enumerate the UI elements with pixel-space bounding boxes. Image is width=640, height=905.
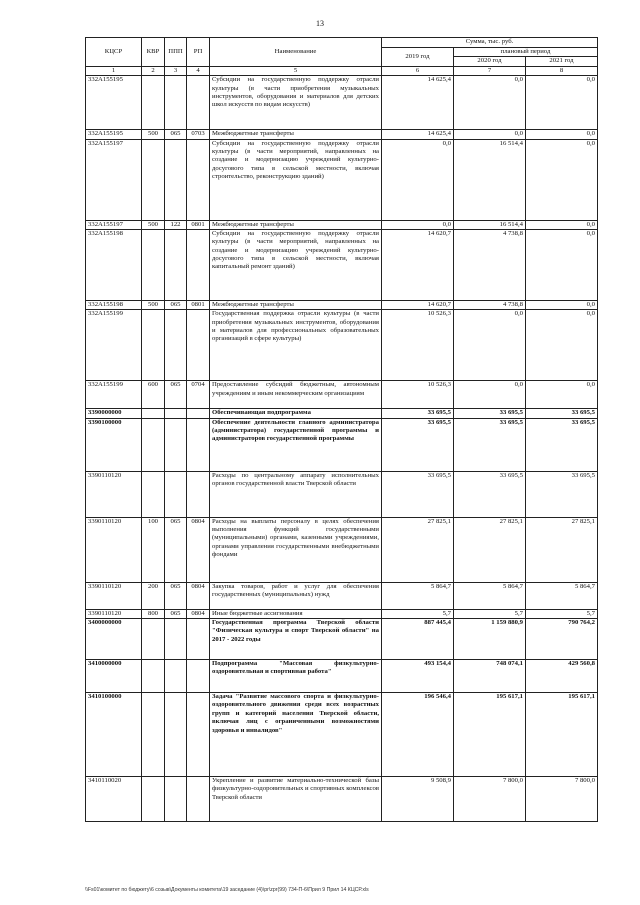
- budget-table: [85, 37, 598, 822]
- value-2021: 33 695,5: [526, 409, 598, 418]
- rp-cell: [187, 418, 210, 471]
- file-path-footer: \\Fs01\комитет по бюджету\6 созыв\Документы комитета\19 заседание (4)\pr\zpr(99) 734-П-6\Прил 9 Прил 14 КЦСР.xls: [85, 887, 369, 893]
- code-cell: 3390100000: [86, 418, 142, 471]
- table-row: [86, 660, 598, 693]
- ppp-cell: 065: [165, 381, 187, 409]
- value-2019: 0,0: [382, 139, 454, 220]
- rp-cell: 0801: [187, 300, 210, 309]
- table-row: [86, 130, 598, 139]
- name-cell: Субсидии на государственную поддержку отрасли культуры (в части мероприятий, направленных на создание и модернизацию учреждений культурно-досугового типа в сельской местности, включая капитальный ремонт зданий): [210, 229, 382, 300]
- col-number: 7: [454, 66, 526, 75]
- value-2020: 33 695,5: [454, 409, 526, 418]
- value-2021: 790 764,2: [526, 619, 598, 660]
- table-row: [86, 609, 598, 618]
- header-ppp: ППП: [165, 38, 187, 67]
- value-2020: 33 695,5: [454, 418, 526, 471]
- kvr-cell: 100: [142, 517, 165, 582]
- name-cell: Закупка товаров, работ и услуг для обеспечения государственных (муниципальных) нужд: [210, 582, 382, 609]
- code-cell: 332A155197: [86, 139, 142, 220]
- value-2021: 33 695,5: [526, 418, 598, 471]
- col-number: 2: [142, 66, 165, 75]
- name-cell: Расходы по центральному аппарату исполнительных органов государственной власти Тверской области: [210, 471, 382, 517]
- name-cell: Субсидии на государственную поддержку отрасли культуры (в части мероприятий, направленных на создание и модернизацию учреждений культурно-досугового типа в сельской местности, включая строительство, реконструкцию зданий): [210, 139, 382, 220]
- rp-cell: 0703: [187, 130, 210, 139]
- ppp-cell: 122: [165, 220, 187, 229]
- value-2020: 0,0: [454, 130, 526, 139]
- kvr-cell: 500: [142, 220, 165, 229]
- code-cell: 332A155198: [86, 300, 142, 309]
- table-row: [86, 471, 598, 517]
- table-row: [86, 220, 598, 229]
- rp-cell: 0804: [187, 582, 210, 609]
- value-2019: 33 695,5: [382, 409, 454, 418]
- value-2020: 0,0: [454, 310, 526, 381]
- header-sum: Сумма, тыс. руб.: [382, 38, 598, 48]
- name-cell: Подпрограмма "Массовая физкультурно-оздоровительная и спортивная работа": [210, 660, 382, 693]
- code-cell: 3410000000: [86, 660, 142, 693]
- rp-cell: 0804: [187, 609, 210, 618]
- value-2020: 5 864,7: [454, 582, 526, 609]
- code-cell: 332A155195: [86, 130, 142, 139]
- code-cell: 332A155197: [86, 220, 142, 229]
- table-row: [86, 418, 598, 471]
- name-cell: Задача "Развитие массового спорта и физкультурно-оздоровительного движения среди всех возрастных групп и категорий населения Тверской области, включая лиц с ограниченными возможностями здоровья и инвалидов": [210, 693, 382, 777]
- value-2021: 0,0: [526, 229, 598, 300]
- kvr-cell: [142, 409, 165, 418]
- value-2019: 14 625,4: [382, 130, 454, 139]
- rp-cell: [187, 310, 210, 381]
- header-kcsr: КЦСР: [86, 38, 142, 67]
- value-2021: 27 825,1: [526, 517, 598, 582]
- value-2020: 27 825,1: [454, 517, 526, 582]
- value-2020: 33 695,5: [454, 471, 526, 517]
- name-cell: Укрепление и развитие материально-технической базы физкультурно-оздоровительных и спортивных комплексов Тверской области: [210, 777, 382, 822]
- kvr-cell: 200: [142, 582, 165, 609]
- value-2019: 9 508,9: [382, 777, 454, 822]
- column-number-row: [86, 66, 598, 75]
- header-2019: 2019 год: [382, 48, 454, 67]
- rp-cell: [187, 693, 210, 777]
- value-2021: 0,0: [526, 130, 598, 139]
- code-cell: 3390110120: [86, 609, 142, 618]
- value-2019: 10 526,3: [382, 310, 454, 381]
- table-row: [86, 76, 598, 130]
- value-2019: 14 625,4: [382, 76, 454, 130]
- kvr-cell: [142, 229, 165, 300]
- ppp-cell: [165, 660, 187, 693]
- value-2020: 16 514,4: [454, 139, 526, 220]
- header-2021: 2021 год: [526, 57, 598, 66]
- code-cell: 332A155199: [86, 381, 142, 409]
- name-cell: Субсидии на государственную поддержку отрасли культуры (в части приобретения музыкальных инструментов, оборудования и материалов для детских школ искусств по видам искусств): [210, 76, 382, 130]
- table-row: [86, 300, 598, 309]
- ppp-cell: [165, 139, 187, 220]
- kvr-cell: [142, 777, 165, 822]
- table-row: [86, 517, 598, 582]
- rp-cell: 0804: [187, 517, 210, 582]
- value-2021: 0,0: [526, 300, 598, 309]
- name-cell: Расходы на выплаты персоналу в целях обеспечения выполнения функций государственными (муниципальными) органами, казенными учреждениями, органами управления государственными внебюджетными фондами: [210, 517, 382, 582]
- ppp-cell: [165, 777, 187, 822]
- name-cell: Обеспечение деятельности главного администратора (администратора) государственной программы и администраторов государственной программы: [210, 418, 382, 471]
- table-row: [86, 777, 598, 822]
- value-2020: 5,7: [454, 609, 526, 618]
- table-row: [86, 619, 598, 660]
- value-2020: 0,0: [454, 381, 526, 409]
- value-2021: 0,0: [526, 310, 598, 381]
- value-2019: 0,0: [382, 220, 454, 229]
- value-2021: 0,0: [526, 381, 598, 409]
- value-2021: 5 864,7: [526, 582, 598, 609]
- name-cell: Государственная программа Тверской области "Физическая культура и спорт Тверской области" на 2017 - 2022 годы: [210, 619, 382, 660]
- ppp-cell: [165, 471, 187, 517]
- value-2019: 10 526,3: [382, 381, 454, 409]
- value-2021: 0,0: [526, 220, 598, 229]
- kvr-cell: 500: [142, 130, 165, 139]
- code-cell: 3390110120: [86, 517, 142, 582]
- value-2019: 887 445,4: [382, 619, 454, 660]
- value-2021: 7 800,0: [526, 777, 598, 822]
- kvr-cell: [142, 471, 165, 517]
- table-row: [86, 139, 598, 220]
- ppp-cell: [165, 229, 187, 300]
- col-number: 3: [165, 66, 187, 75]
- table-row: [86, 693, 598, 777]
- header-kvr: КВР: [142, 38, 165, 67]
- kvr-cell: [142, 619, 165, 660]
- header-planned: плановый период: [454, 48, 598, 57]
- kvr-cell: [142, 139, 165, 220]
- table-row: [86, 381, 598, 409]
- rp-cell: 0704: [187, 381, 210, 409]
- ppp-cell: [165, 693, 187, 777]
- name-cell: Иные бюджетные ассигнования: [210, 609, 382, 618]
- value-2019: 493 154,4: [382, 660, 454, 693]
- value-2019: 5,7: [382, 609, 454, 618]
- rp-cell: [187, 229, 210, 300]
- ppp-cell: 065: [165, 609, 187, 618]
- value-2020: 7 800,0: [454, 777, 526, 822]
- name-cell: Межбюджетные трансферты: [210, 220, 382, 229]
- code-cell: 3390110120: [86, 582, 142, 609]
- kvr-cell: [142, 418, 165, 471]
- ppp-cell: [165, 409, 187, 418]
- kvr-cell: 600: [142, 381, 165, 409]
- value-2019: 27 825,1: [382, 517, 454, 582]
- col-number: 6: [382, 66, 454, 75]
- code-cell: 3410110020: [86, 777, 142, 822]
- value-2021: 0,0: [526, 76, 598, 130]
- value-2021: 5,7: [526, 609, 598, 618]
- table-row: [86, 229, 598, 300]
- code-cell: 332A155199: [86, 310, 142, 381]
- page-number: 13: [316, 19, 324, 28]
- name-cell: Межбюджетные трансферты: [210, 130, 382, 139]
- header-rp: РП: [187, 38, 210, 67]
- value-2020: 748 074,1: [454, 660, 526, 693]
- rp-cell: [187, 660, 210, 693]
- value-2020: 195 617,1: [454, 693, 526, 777]
- ppp-cell: 065: [165, 130, 187, 139]
- kvr-cell: [142, 693, 165, 777]
- header-2020: 2020 год: [454, 57, 526, 66]
- value-2019: 196 546,4: [382, 693, 454, 777]
- kvr-cell: [142, 310, 165, 381]
- table-row: [86, 310, 598, 381]
- name-cell: Обеспечивающая подпрограмма: [210, 409, 382, 418]
- value-2020: 4 738,8: [454, 229, 526, 300]
- rp-cell: [187, 139, 210, 220]
- rp-cell: [187, 76, 210, 130]
- col-number: 1: [86, 66, 142, 75]
- code-cell: 3390000000: [86, 409, 142, 418]
- kvr-cell: [142, 660, 165, 693]
- col-number: 5: [210, 66, 382, 75]
- rp-cell: [187, 409, 210, 418]
- value-2019: 33 695,5: [382, 418, 454, 471]
- rp-cell: [187, 777, 210, 822]
- table-row: [86, 582, 598, 609]
- ppp-cell: 065: [165, 582, 187, 609]
- header-name: Наименование: [210, 38, 382, 67]
- ppp-cell: [165, 619, 187, 660]
- value-2020: 16 514,4: [454, 220, 526, 229]
- value-2019: 33 695,5: [382, 471, 454, 517]
- ppp-cell: [165, 76, 187, 130]
- ppp-cell: 065: [165, 517, 187, 582]
- col-number: 8: [526, 66, 598, 75]
- table-row: [86, 409, 598, 418]
- value-2020: 1 159 880,9: [454, 619, 526, 660]
- value-2020: 0,0: [454, 76, 526, 130]
- value-2020: 4 738,8: [454, 300, 526, 309]
- value-2021: 429 560,8: [526, 660, 598, 693]
- col-number: 4: [187, 66, 210, 75]
- name-cell: Предоставление субсидий бюджетным, автономным учреждениям и иным некоммерческим организациям: [210, 381, 382, 409]
- code-cell: 3390110120: [86, 471, 142, 517]
- value-2021: 195 617,1: [526, 693, 598, 777]
- kvr-cell: [142, 76, 165, 130]
- ppp-cell: [165, 310, 187, 381]
- name-cell: Межбюджетные трансферты: [210, 300, 382, 309]
- code-cell: 332A155198: [86, 229, 142, 300]
- code-cell: 3410100000: [86, 693, 142, 777]
- rp-cell: [187, 471, 210, 517]
- value-2019: 5 864,7: [382, 582, 454, 609]
- rp-cell: [187, 619, 210, 660]
- rp-cell: 0801: [187, 220, 210, 229]
- name-cell: Государственная поддержка отрасли культуры (в части приобретения музыкальных инструментов, оборудования и материалов для профессиональных образовательных организаций в сфере культуры): [210, 310, 382, 381]
- value-2021: 0,0: [526, 139, 598, 220]
- ppp-cell: [165, 418, 187, 471]
- kvr-cell: 800: [142, 609, 165, 618]
- value-2019: 14 620,7: [382, 300, 454, 309]
- ppp-cell: 065: [165, 300, 187, 309]
- code-cell: 3400000000: [86, 619, 142, 660]
- code-cell: 332A155195: [86, 76, 142, 130]
- value-2019: 14 620,7: [382, 229, 454, 300]
- kvr-cell: 500: [142, 300, 165, 309]
- value-2021: 33 695,5: [526, 471, 598, 517]
